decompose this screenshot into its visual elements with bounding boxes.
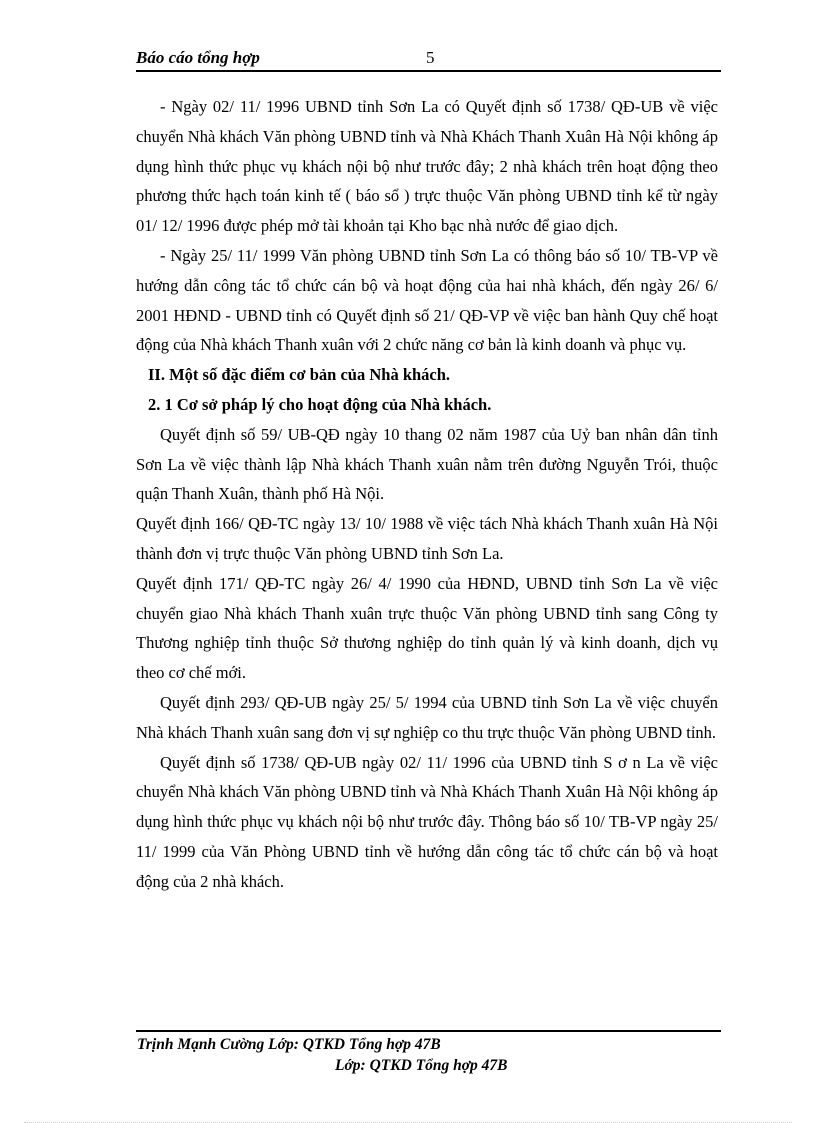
paragraph-decision-1738: - Ngày 02/ 11/ 1996 UBND tỉnh Sơn La có Quyết định số 1738/ QĐ-UB về việc chuyển Nhà khách Văn phòng UBND tỉnh và Nhà Khách Thanh Xuân Hà Nội không áp dụng hình thức phục vụ khách nội bộ như trước đây; 2 nhà khách trên hoạt động theo phương thức hạch toán kinh tế ( báo sổ ) trực thuộc Văn phòng UBND tỉnh kể từ ngày 01/ 12/ 1996 được phép mở tài khoản tại Kho bạc nhà nước để giao dịch. bbox=[136, 97, 718, 236]
subsection-heading: 2. 1 Cơ sở pháp lý cho hoạt động của Nhà khách. bbox=[148, 394, 492, 414]
document-body bbox=[136, 92, 718, 897]
paragraph-decision-171: Quyết định 171/ QĐ-TC ngày 26/ 4/ 1990 của HĐND, UBND tỉnh Sơn La về việc chuyển giao Nhà khách Thanh xuân trực thuộc Văn phòng UBND tỉnh sang Công ty Thương nghiệp tỉnh thuộc Sở thương nghiệp do tỉnh quản lý và kinh doanh, dịch vụ theo cơ chế mới. bbox=[136, 573, 718, 683]
page-header bbox=[136, 48, 721, 72]
header-title: Báo cáo tổng hợp bbox=[136, 48, 260, 67]
paragraph-notice-10: - Ngày 25/ 11/ 1999 Văn phòng UBND tỉnh Sơn La có thông báo số 10/ TB-VP về hướng dẫn công tác tổ chức cán bộ và hoạt động của hai nhà khách, đến ngày 26/ 6/ 2001 HĐND - UBND tỉnh có Quyết định số 21/ QĐ-VP về việc ban hành Quy chế hoạt động của Nhà khách Thanh xuân với 2 chức năng cơ bản là kinh doanh và phục vụ. bbox=[136, 245, 718, 355]
section-heading: II. Một số đặc điểm cơ bản của Nhà khách. bbox=[148, 365, 451, 385]
footer-divider bbox=[136, 1030, 721, 1032]
paragraph-decision-293: Quyết định 293/ QĐ-UB ngày 25/ 5/ 1994 của UBND tỉnh Sơn La về việc chuyển Nhà khách Thanh xuân sang đơn vị sự nghiệp co thu trực thuộc Văn phòng UBND tỉnh. bbox=[136, 692, 718, 742]
paragraph-decision-1738-summary: Quyết định số 1738/ QĐ-UB ngày 02/ 11/ 1996 của UBND tỉnh S ơ n La về việc chuyển Nhà khách Văn phòng UBND tỉnh và Nhà Khách Thanh Xuân Hà Nội không áp dụng hình thức phục vụ khách nội bộ như trước đây. Thông báo số 10/ TB-VP ngày 25/ 11/ 1999 của Văn Phòng UBND tỉnh về hướng dẫn công tác tổ chức cán bộ và hoạt động của 2 nhà khách. bbox=[136, 752, 718, 891]
paragraph-decision-59: Quyết định số 59/ UB-QĐ ngày 10 thang 02 năm 1987 của Uỷ ban nhân dân tỉnh Sơn La về việc thành lập Nhà khách Thanh xuân nằm trên đường Nguyễn Trói, thuộc quận Thanh Xuân, thành phố Hà Nội. bbox=[136, 424, 718, 504]
footer-author: Trịnh Mạnh Cường Lớp: QTKD Tổng hợp 47B bbox=[137, 1036, 441, 1053]
page-number: 5 bbox=[426, 48, 435, 67]
paragraph-decision-166: Quyết định 166/ QĐ-TC ngày 13/ 10/ 1988 về việc tách Nhà khách Thanh xuân Hà Nội thành đơn vị trực thuộc Văn phòng UBND tỉnh Sơn La. bbox=[136, 514, 718, 563]
footer-class: Lớp: QTKD Tổng hợp 47B bbox=[335, 1057, 508, 1074]
